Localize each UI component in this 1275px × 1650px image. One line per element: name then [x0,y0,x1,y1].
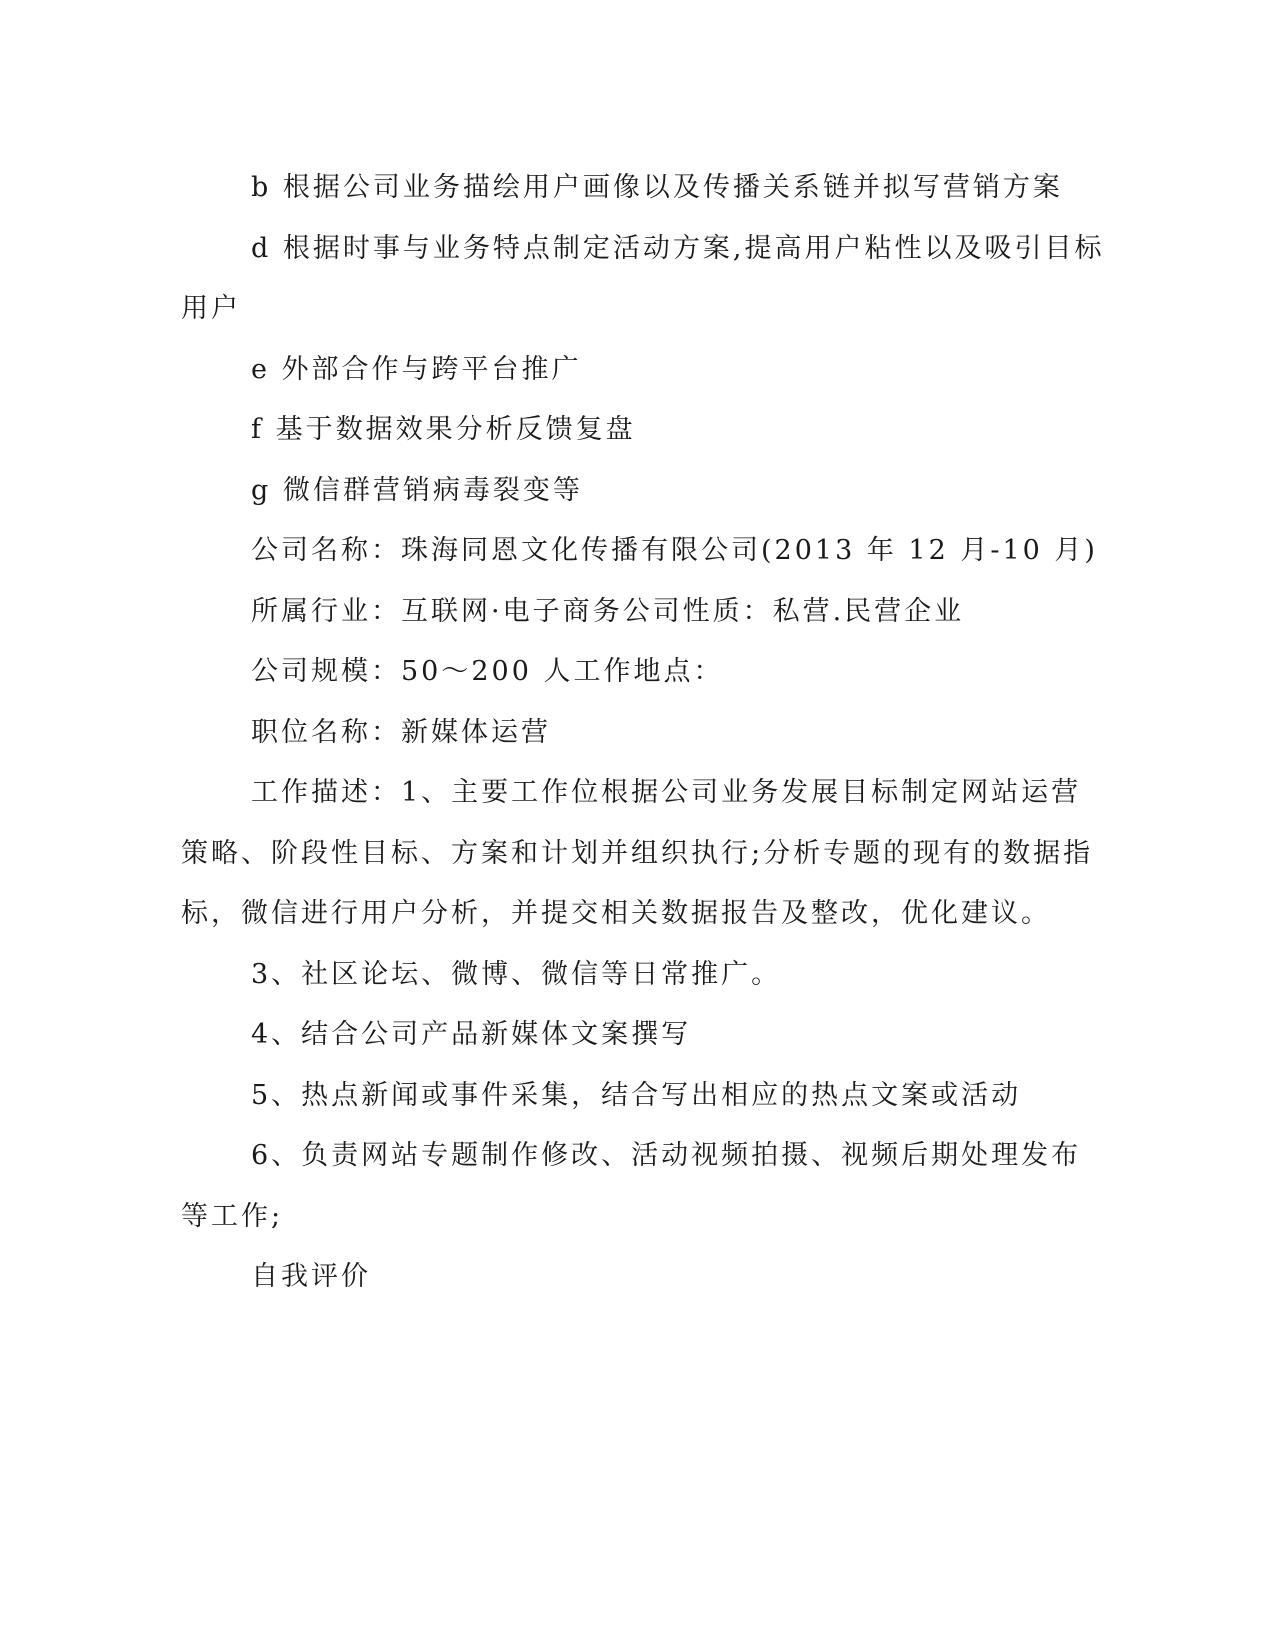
duty-item-4: 4、结合公司产品新媒体文案撰写 [251,1019,692,1050]
job-description-continuation-2: 标，微信进行用户分析，并提交相关数据报告及整改，优化建议。 [181,898,1051,929]
paragraph-f-data-review: f 基于数据效果分析反馈复盘 [251,414,636,445]
position-name-line: 职位名称：新媒体运营 [251,716,551,748]
duty-item-3: 3、社区论坛、微博、微信等日常推广。 [251,958,782,990]
company-scale-line: 公司规模：50～200 人工作地点： [251,656,724,687]
industry-line: 所属行业：互联网·电子商务公司性质：私营.民营企业 [251,595,965,627]
paragraph-d-continuation: 用户 [181,293,241,324]
duty-item-6-continuation: 等工作; [181,1200,284,1232]
paragraph-g-wechat-marketing: g 微信群营销病毒裂变等 [251,474,583,506]
job-description-continuation-1: 策略、阶段性目标、方案和计划并组织执行;分析专题的现有的数据指 [181,837,1094,869]
duty-item-6: 6、负责网站专题制作修改、活动视频拍摄、视频后期处理发布 [251,1140,1082,1171]
job-description-line: 工作描述：1、主要工作位根据公司业务发展目标制定网站运营 [251,777,1082,808]
paragraph-d-activity-plan: d 根据时事与业务特点制定活动方案,提高用户粘性以及吸引目标 [251,232,1105,264]
document-body [181,158,1105,1308]
paragraph-e-cooperation: e 外部合作与跨平台推广 [251,353,582,385]
duty-item-5: 5、热点新闻或事件采集，结合写出相应的热点文案或活动 [251,1079,1022,1111]
paragraph-b-user-portrait: b 根据公司业务描绘用户画像以及传播关系链并拟写营销方案 [251,172,1063,203]
company-name-line: 公司名称：珠海同恩文化传播有限公司(2013 年 12 月-10 月) [251,535,1098,566]
self-evaluation-heading: 自我评价 [251,1261,371,1292]
